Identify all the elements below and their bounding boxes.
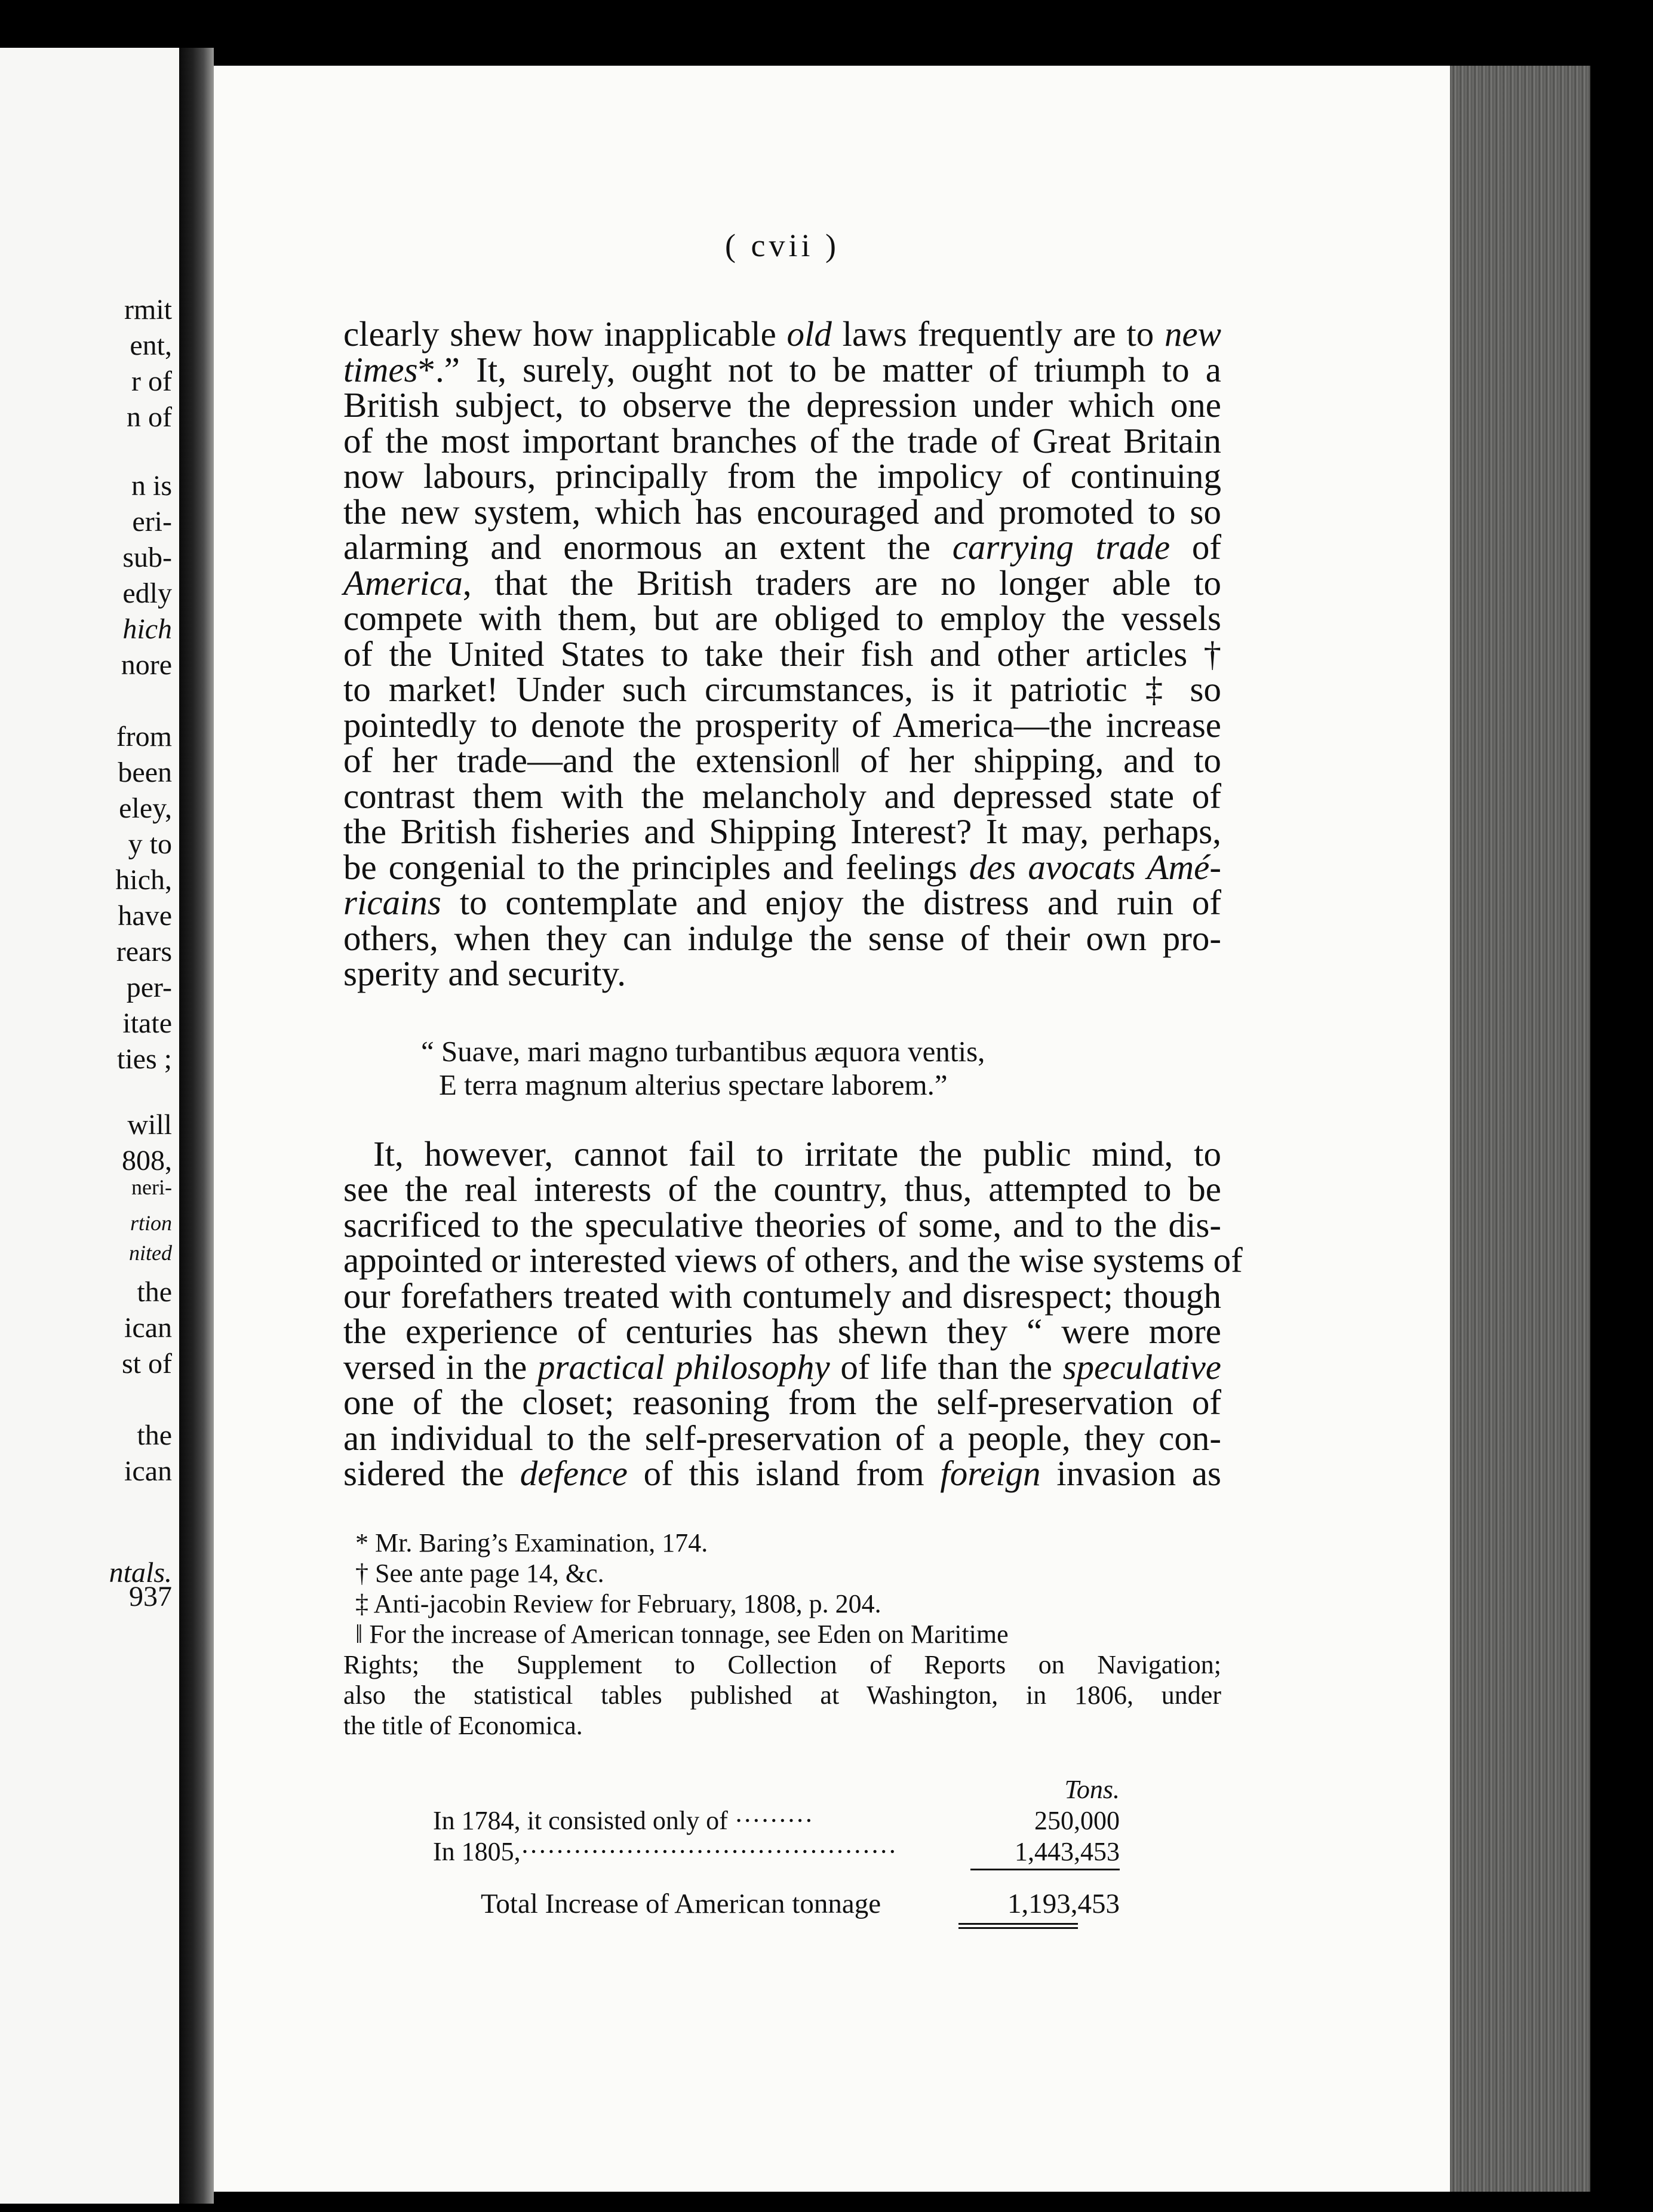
quote-line: E terra magnum alterius spectare laborem.”: [439, 1068, 948, 1101]
left-facing-page: [0, 48, 179, 2204]
text-line: pointedly to denote the prosperity of America—the increase: [343, 705, 1221, 745]
page-number: ( cvii ): [725, 228, 840, 263]
tonnage-row-label: In 1805,···········································: [433, 1836, 897, 1866]
text-line: of her trade—and the extension‖ of her shipping, and to: [343, 741, 1221, 780]
text-line: sacrificed to the speculative theories of some, and to the dis-: [343, 1205, 1221, 1245]
tonnage-row: [433, 1805, 1120, 1836]
left-page-fragment: ent,: [130, 330, 172, 361]
left-page-fragment: the: [137, 1276, 172, 1308]
tonnage-total-row: [481, 1888, 1120, 1919]
left-page-fragment: 808,: [122, 1145, 172, 1176]
left-page-fragment: will: [127, 1109, 172, 1141]
left-page-fragment: nore: [121, 649, 172, 681]
left-page-fragment: itate: [122, 1007, 172, 1039]
tonnage-row-value: 250,000: [1034, 1805, 1120, 1835]
text-line: British subject, to observe the depression under which one: [343, 385, 1221, 425]
footnote-continuation: also the statistical tables published at Washington, in 1806, under: [343, 1680, 1221, 1710]
sum-rule: [970, 1869, 1120, 1870]
left-page-fragment: n of: [127, 401, 172, 433]
italic-phrase: speculative: [1062, 1347, 1221, 1387]
italic-phrase: times: [343, 349, 418, 389]
text-line: It, however, cannot fail to irritate the public mind, to: [373, 1133, 1221, 1173]
text-line: our forefathers treated with contumely and disrespect; though: [343, 1276, 1221, 1316]
footnote: ‖ For the increase of American tonnage, see Eden on Maritime: [355, 1619, 1009, 1649]
double-rule: [958, 1923, 1078, 1929]
tonnage-row: [433, 1836, 1120, 1867]
text-line: to market! Under such circumstances, is it patriotic ‡ so: [343, 669, 1221, 709]
left-page-fragment: y to: [128, 828, 172, 860]
left-page-fragment: n is: [131, 470, 172, 502]
italic-phrase: practical philosophy: [537, 1347, 830, 1387]
text-line: America, that the British traders are no longer able to: [343, 563, 1221, 603]
text-line: be congenial to the principles and feelings des avocats Amé-: [343, 847, 1221, 887]
text-line: one of the closet; reasoning from the self-preservation of: [343, 1382, 1221, 1422]
text-line: an individual to the self-preservation of a people, they con-: [343, 1418, 1221, 1458]
tonnage-table: [433, 1774, 1120, 1929]
body-paragraph-1: [343, 314, 1221, 993]
text-line: compete with them, but are obliged to employ the vessels: [343, 598, 1221, 638]
text-line: clearly shew how inapplicable old laws frequently are to new: [343, 314, 1221, 354]
tonnage-unit-header: [433, 1774, 1120, 1805]
italic-phrase: defence: [520, 1454, 628, 1493]
italic-phrase: des avocats Amé-: [969, 847, 1221, 887]
footnote: * Mr. Baring’s Examination, 174.: [355, 1528, 708, 1557]
text-line: sperity and security.: [343, 954, 626, 993]
italic-phrase: America: [343, 563, 463, 603]
left-page-fragment: have: [118, 900, 172, 932]
text-line: appointed or interested views of others, and the wise systems of: [343, 1240, 1243, 1280]
text-line: the experience of centuries has shewn they “ were more: [343, 1311, 1221, 1351]
left-page-fragment: ties ;: [117, 1043, 172, 1075]
tonnage-total-value: 1,193,453: [1007, 1888, 1120, 1919]
footnote-continuation: Rights; the Supplement to Collection of Reports on Navigation;: [343, 1649, 1221, 1679]
left-page-fragment: ican: [124, 1312, 172, 1344]
left-page-fragment: sub-: [122, 542, 172, 573]
italic-phrase: carrying trade: [952, 527, 1170, 567]
left-page-fragment: st of: [122, 1348, 172, 1380]
book-gutter: [179, 48, 214, 2204]
left-page-fragment: eri-: [132, 506, 172, 537]
footnote: † See ante page 14, &c.: [355, 1558, 604, 1588]
tonnage-row-label: In 1784, it consisted only of ·········: [433, 1805, 813, 1835]
left-page-fragment: hich,: [115, 864, 172, 896]
left-page-fragment: ntals.: [109, 1557, 172, 1589]
text-line: the new system, which has encouraged and promoted to so: [343, 491, 1221, 532]
tonnage-total-label: Total Increase of American tonnage: [481, 1888, 881, 1919]
footnote-continuation: the title of Economica.: [343, 1710, 583, 1740]
tonnage-unit-label: Tons.: [1064, 1774, 1120, 1804]
page-block-edges: [1450, 66, 1590, 2192]
italic-phrase: old: [786, 314, 832, 354]
left-page-fragment: nited: [129, 1241, 172, 1265]
text-line: versed in the practical philosophy of life than the speculative: [343, 1347, 1221, 1387]
quote-line: “ Suave, mari magno turbantibus æquora ventis,: [421, 1034, 985, 1068]
left-page-fragment: hich: [122, 613, 172, 645]
text-line: now labours, principally from the impolicy of continuing: [343, 456, 1221, 496]
italic-phrase: foreign: [940, 1454, 1041, 1493]
footnotes: [343, 1528, 1221, 1741]
footnote: ‡ Anti-jacobin Review for February, 1808, p. 204.: [355, 1589, 881, 1618]
left-page-fragment: r of: [131, 365, 172, 397]
left-page-fragment: neri-: [131, 1175, 172, 1199]
text-line: ricains to contemplate and enjoy the distress and ruin of: [343, 883, 1221, 922]
text-line: the British fisheries and Shipping Interest? It may, perhaps,: [343, 812, 1221, 851]
italic-phrase: ricains: [343, 883, 441, 922]
latin-quotation: [343, 1035, 1221, 1102]
text-line: alarming and enormous an extent the carrying trade of: [343, 527, 1221, 567]
left-page-fragment: from: [116, 721, 172, 752]
text-line: contrast them with the melancholy and depressed state of: [343, 776, 1221, 816]
left-page-fragment: rears: [116, 936, 172, 967]
text-line: see the real interests of the country, thus, attempted to be: [343, 1169, 1221, 1209]
italic-phrase: new: [1164, 314, 1221, 354]
text-line: of the United States to take their fish and other articles †: [343, 634, 1221, 674]
left-page-fragment: ican: [124, 1455, 172, 1487]
page-text-block: [343, 227, 1243, 1929]
left-page-fragment: per-: [126, 972, 172, 1003]
text-line: others, when they can indulge the sense of their own pro-: [343, 918, 1221, 958]
left-page-fragment: edly: [122, 577, 172, 609]
left-page-fragment: 937: [129, 1581, 172, 1612]
left-page-fragment: the: [137, 1420, 172, 1451]
text-line: of the most important branches of the trade of Great Britain: [343, 420, 1221, 460]
left-page-fragment: been: [118, 757, 172, 788]
left-page-fragment: rmit: [124, 294, 172, 325]
body-paragraph-2: [343, 1133, 1243, 1493]
text-line: times*.” It, surely, ought not to be matter of triumph to a: [343, 349, 1221, 389]
tonnage-row-value: 1,443,453: [1015, 1836, 1120, 1866]
text-line: sidered the defence of this island from foreign invasion as: [343, 1454, 1221, 1493]
left-page-fragment: eley,: [119, 792, 172, 824]
left-page-fragment: rtion: [130, 1211, 172, 1235]
